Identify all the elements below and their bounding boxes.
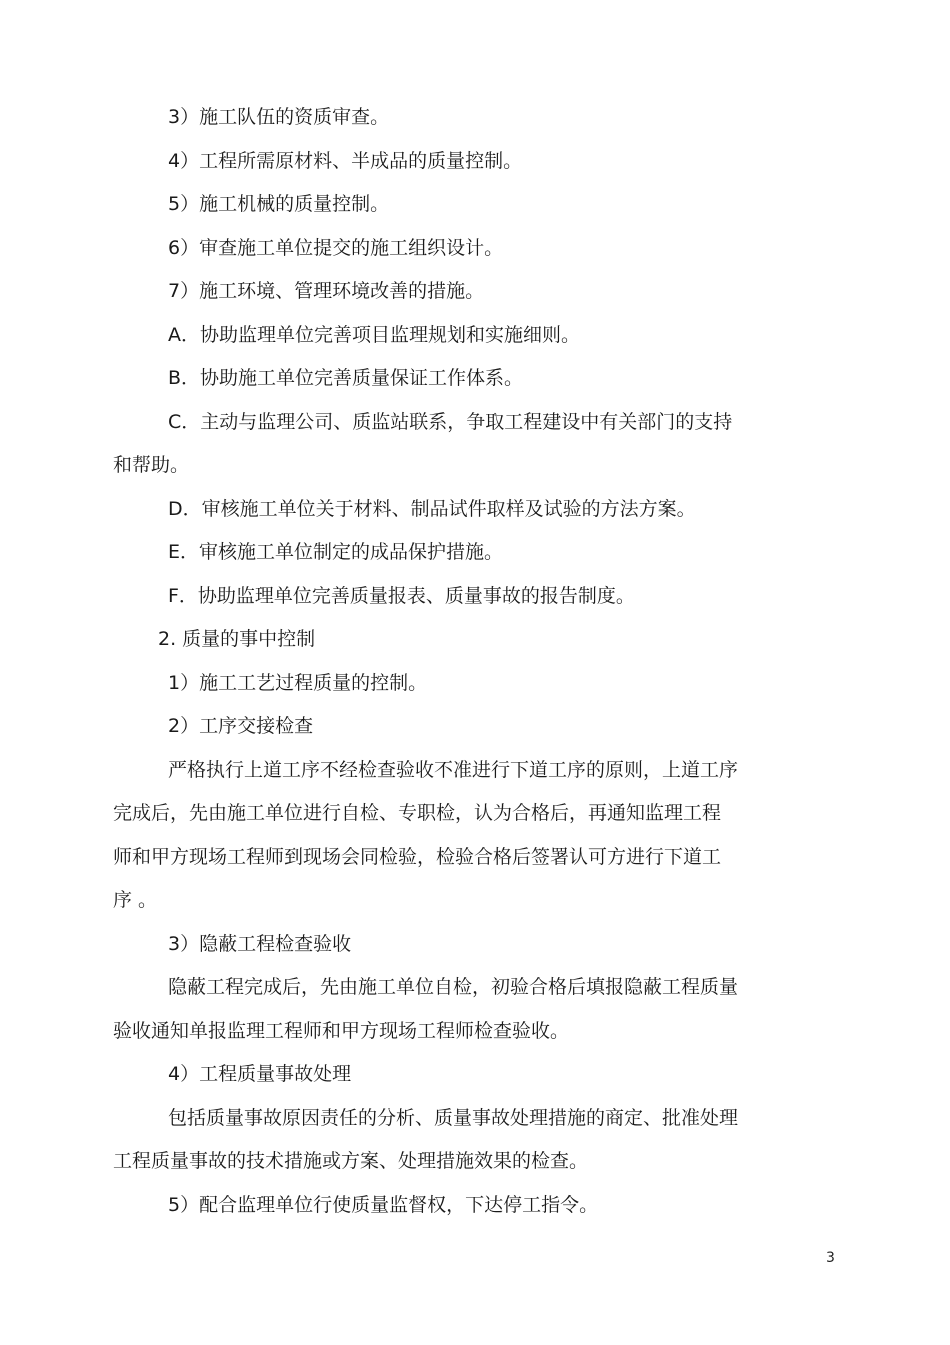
- list-item: 5）施工机械的质量控制。: [168, 193, 390, 215]
- paragraph-hidden-works: [113, 966, 803, 1053]
- paragraph-line: C．主动与监理公司、质监站联系，争取工程建设中有关部门的支持: [168, 410, 733, 433]
- list-item: 1）施工工艺过程质量的控制。: [168, 671, 428, 694]
- list-item: 4）工程质量事故处理: [168, 1063, 352, 1085]
- list-item: 6）审查施工单位提交的施工组织设计。: [168, 236, 504, 259]
- paragraph-line: 完成后，先由施工单位进行自检、专职检，认为合格后，再通知监理工程: [113, 802, 722, 824]
- paragraph-line: 序 。: [113, 889, 158, 911]
- section-heading: 2. 质量的事中控制: [158, 628, 316, 650]
- paragraph-line: 师和甲方现场工程师到现场会同检验，检验合格后签署认可方进行下道工: [113, 845, 722, 868]
- list-item: 7）施工环境、管理环境改善的措施。: [168, 280, 485, 302]
- paragraph-line: 验收通知单报监理工程师和甲方现场工程师检查验收。: [113, 1019, 570, 1042]
- list-item: 4）工程所需原材料、半成品的质量控制。: [168, 149, 523, 172]
- list-item: D．审核施工单位关于材料、制品试件取样及试验的方法方案。: [168, 497, 696, 520]
- paragraph-line: 隐蔽工程完成后，先由施工单位自检，初验合格后填报隐蔽工程质量: [168, 976, 739, 998]
- paragraph-c: [113, 401, 803, 488]
- page-number: 3: [826, 1250, 835, 1266]
- paragraph-handover: [113, 749, 803, 923]
- list-item: B．协助施工单位完善质量保证工作体系。: [168, 367, 524, 389]
- list-item: 2）工序交接检查: [168, 715, 314, 737]
- document-body: [113, 96, 803, 1227]
- list-item: 3）隐蔽工程检查验收: [168, 932, 352, 955]
- paragraph-line: 和帮助。: [113, 454, 190, 476]
- paragraph-line: 工程质量事故的技术措施或方案、处理措施效果的检查。: [113, 1150, 589, 1172]
- paragraph-line: 严格执行上道工序不经检查验收不准进行下道工序的原则，上道工序: [168, 758, 739, 781]
- list-item: F．协助监理单位完善质量报表、质量事故的报告制度。: [168, 584, 635, 607]
- paragraph-accident: [113, 1097, 803, 1184]
- list-item: A．协助监理单位完善项目监理规划和实施细则。: [168, 323, 580, 346]
- paragraph-line: 包括质量事故原因责任的分析、质量事故处理措施的商定、批准处理: [168, 1106, 739, 1129]
- list-item: 3）施工队伍的资质审查。: [168, 106, 390, 128]
- list-item: 5）配合监理单位行使质量监督权，下达停工指令。: [168, 1193, 599, 1216]
- list-item: E．审核施工单位制定的成品保护措施。: [168, 541, 504, 563]
